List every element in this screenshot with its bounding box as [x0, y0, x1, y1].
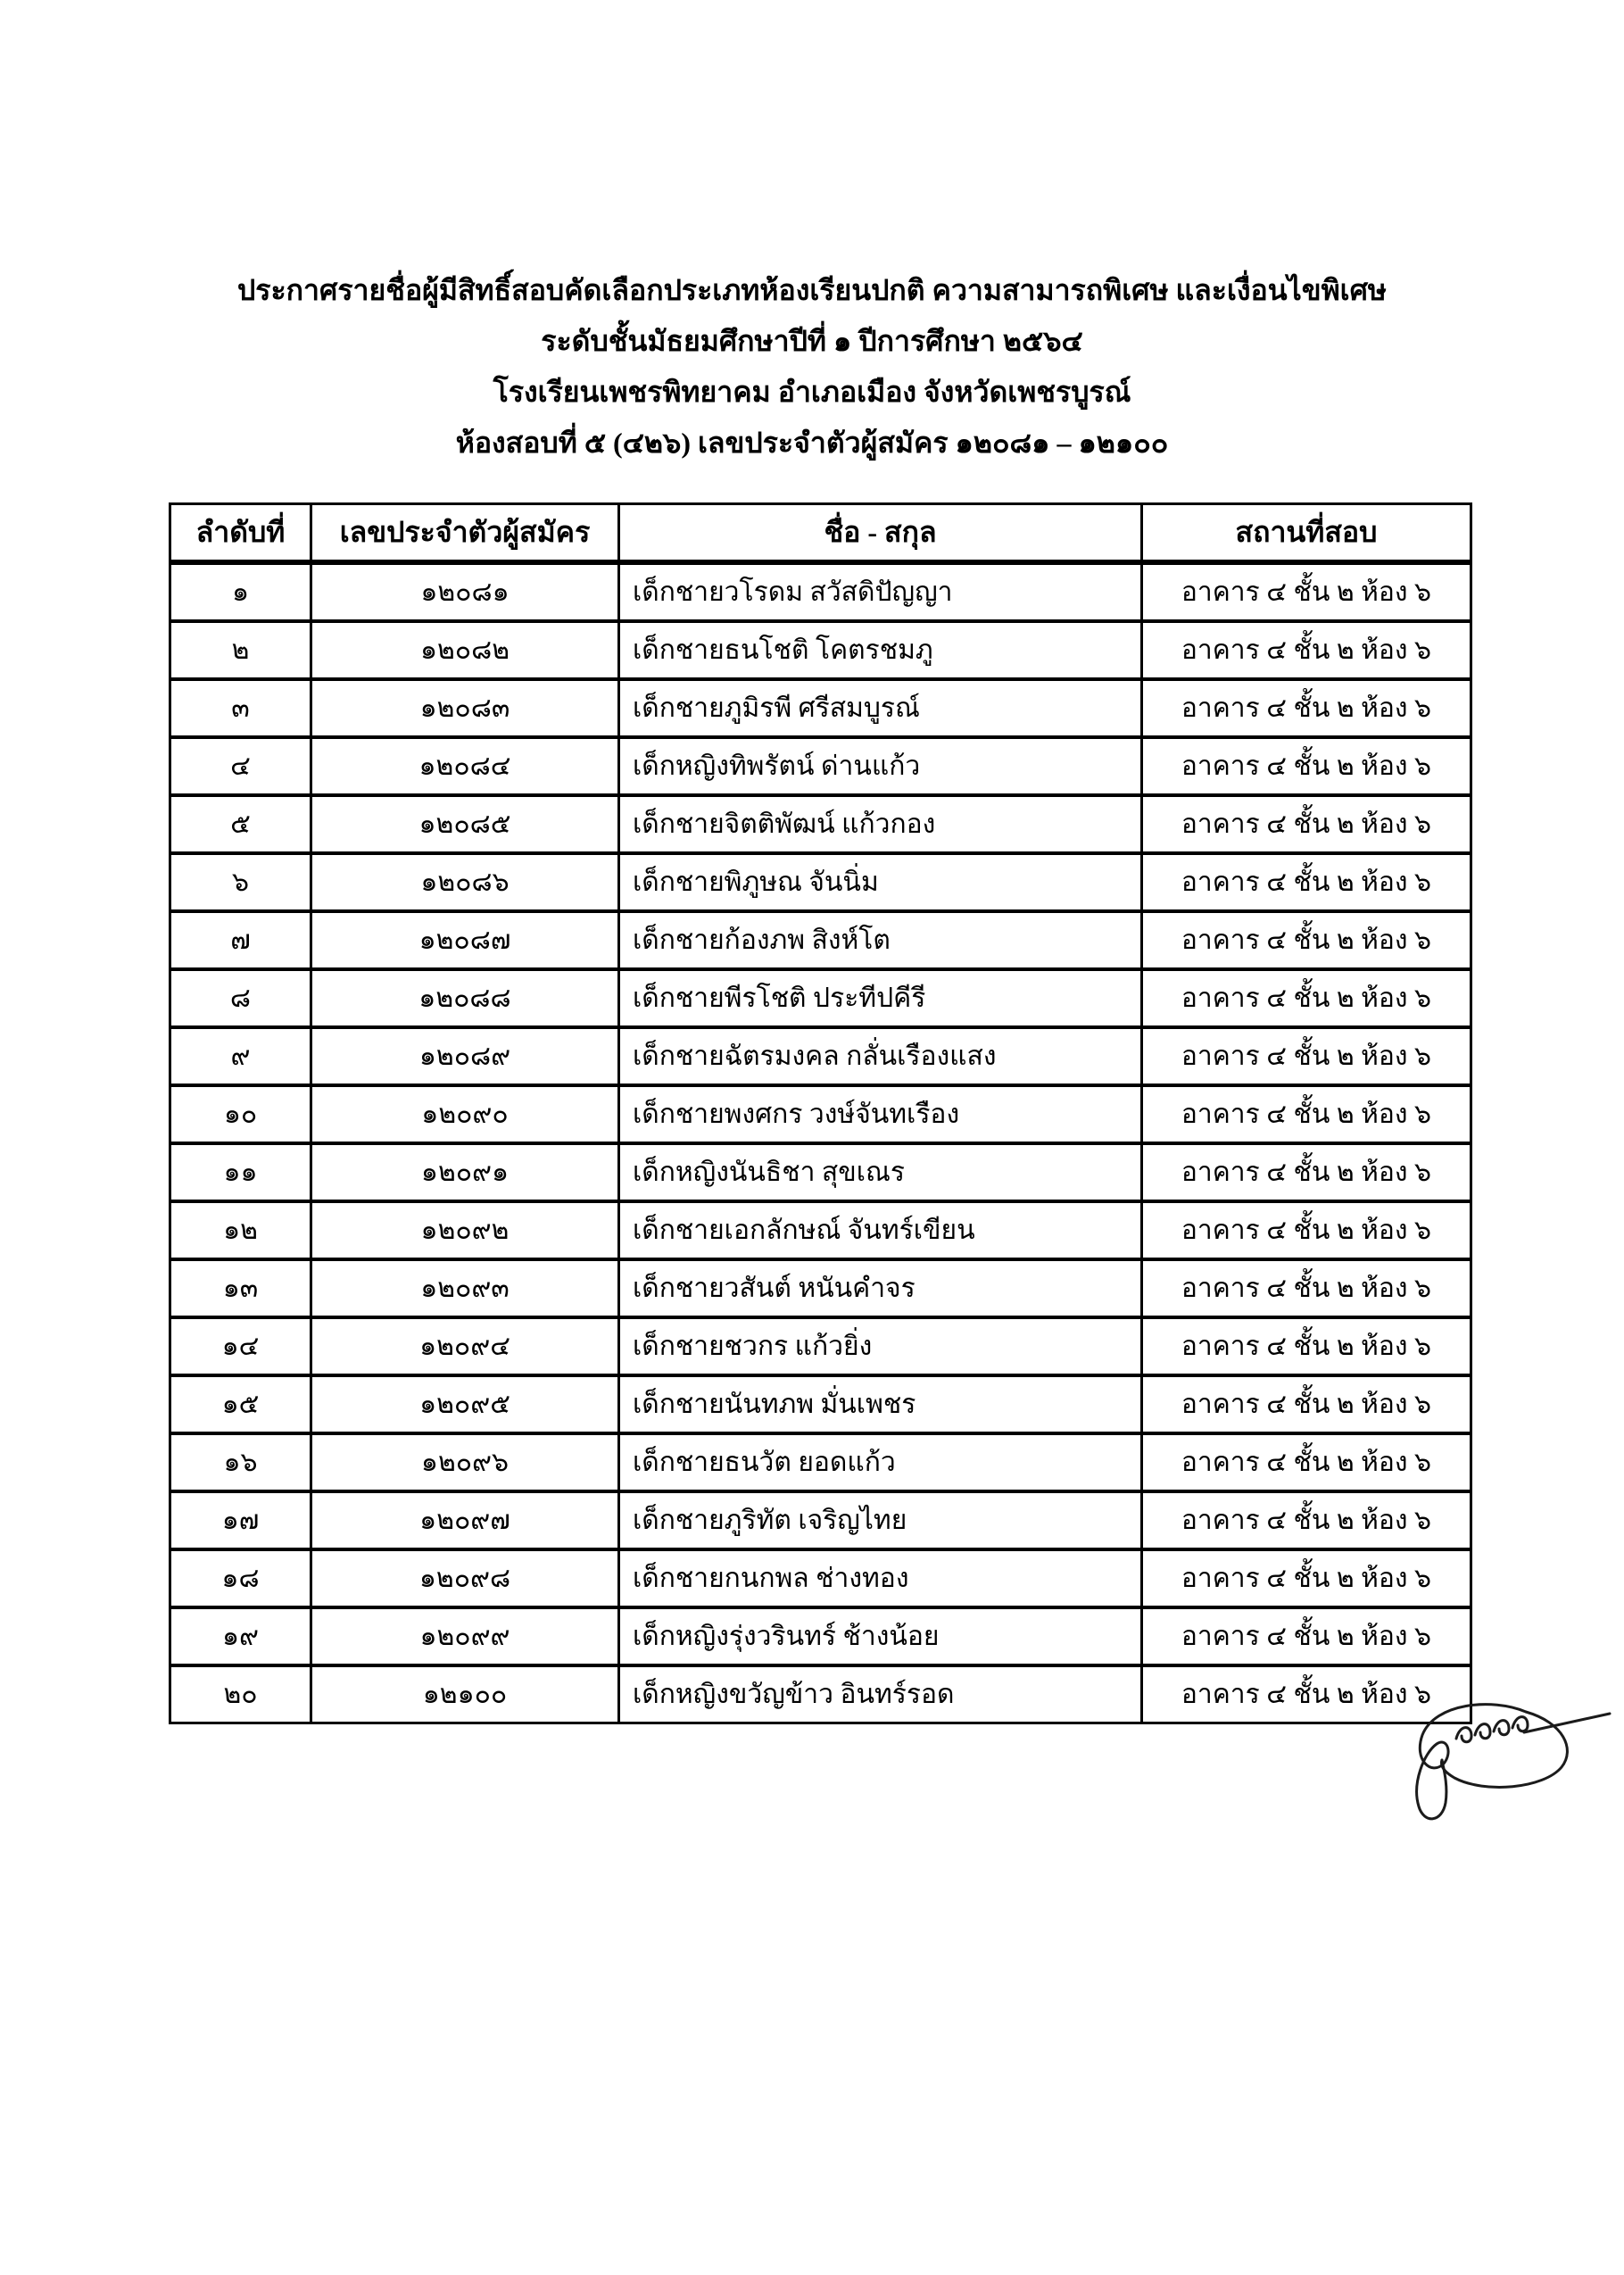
row-exam-location: อาคาร ๔ ชั้น ๒ ห้อง ๖ — [1142, 1375, 1471, 1433]
table-row — [170, 1433, 1471, 1491]
header-applicant-id: เลขประจำตัวผู้สมัคร — [311, 504, 619, 563]
table-row — [170, 1085, 1471, 1143]
table-row — [170, 911, 1471, 969]
row-exam-location: อาคาร ๔ ชั้น ๒ ห้อง ๖ — [1142, 969, 1471, 1027]
row-applicant-id: ๑๒๐๘๙ — [311, 1027, 619, 1085]
row-exam-location: อาคาร ๔ ชั้น ๒ ห้อง ๖ — [1142, 1143, 1471, 1201]
table-row — [170, 679, 1471, 737]
row-exam-location: อาคาร ๔ ชั้น ๒ ห้อง ๖ — [1142, 1317, 1471, 1375]
header-name-surname: ชื่อ - สกุล — [619, 504, 1142, 563]
table-row — [170, 1259, 1471, 1317]
row-student-name: เด็กชายจิตติพัฒน์ แก้วกอง — [619, 795, 1142, 853]
table-row — [170, 1143, 1471, 1201]
row-order-number: ๑๓ — [170, 1259, 311, 1317]
row-student-name: เด็กชายฉัตรมงคล กลั่นเรืองแสง — [619, 1027, 1142, 1085]
row-exam-location: อาคาร ๔ ชั้น ๒ ห้อง ๖ — [1142, 737, 1471, 795]
row-order-number: ๖ — [170, 853, 311, 911]
row-order-number: ๑๘ — [170, 1549, 311, 1607]
row-order-number: ๗ — [170, 911, 311, 969]
row-order-number: ๒๐ — [170, 1665, 311, 1723]
row-applicant-id: ๑๒๐๘๖ — [311, 853, 619, 911]
row-student-name: เด็กชายธนวัต ยอดแก้ว — [619, 1433, 1142, 1491]
row-exam-location: อาคาร ๔ ชั้น ๒ ห้อง ๖ — [1142, 853, 1471, 911]
row-applicant-id: ๑๒๐๙๒ — [311, 1201, 619, 1259]
row-student-name: เด็กชายภูมิรพี ศรีสมบูรณ์ — [619, 679, 1142, 737]
row-exam-location: อาคาร ๔ ชั้น ๒ ห้อง ๖ — [1142, 911, 1471, 969]
table-row — [170, 1375, 1471, 1433]
row-student-name: เด็กชายธนโชติ โคตรชมภู — [619, 621, 1142, 679]
row-order-number: ๕ — [170, 795, 311, 853]
row-order-number: ๓ — [170, 679, 311, 737]
row-applicant-id: ๑๒๐๙๘ — [311, 1549, 619, 1607]
row-applicant-id: ๑๒๐๘๒ — [311, 621, 619, 679]
row-applicant-id: ๑๒๐๙๖ — [311, 1433, 619, 1491]
header-order-number: ลำดับที่ — [170, 504, 311, 563]
table-row — [170, 853, 1471, 911]
row-exam-location: อาคาร ๔ ชั้น ๒ ห้อง ๖ — [1142, 795, 1471, 853]
row-order-number: ๒ — [170, 621, 311, 679]
row-exam-location: อาคาร ๔ ชั้น ๒ ห้อง ๖ — [1142, 621, 1471, 679]
row-exam-location: อาคาร ๔ ชั้น ๒ ห้อง ๖ — [1142, 1259, 1471, 1317]
row-order-number: ๑๑ — [170, 1143, 311, 1201]
row-exam-location: อาคาร ๔ ชั้น ๒ ห้อง ๖ — [1142, 562, 1471, 621]
row-order-number: ๘ — [170, 969, 311, 1027]
table-row — [170, 562, 1471, 621]
row-applicant-id: ๑๒๐๙๙ — [311, 1607, 619, 1665]
row-exam-location: อาคาร ๔ ชั้น ๒ ห้อง ๖ — [1142, 1027, 1471, 1085]
table-body — [170, 562, 1471, 1723]
row-exam-location: อาคาร ๔ ชั้น ๒ ห้อง ๖ — [1142, 1549, 1471, 1607]
title-line-grade-year: ระดับชั้นมัธยมศึกษาปีที่ ๑ ปีการศึกษา ๒๕๖๔ — [541, 325, 1083, 357]
row-applicant-id: ๑๒๐๘๘ — [311, 969, 619, 1027]
row-applicant-id: ๑๒๐๙๓ — [311, 1259, 619, 1317]
table-row — [170, 795, 1471, 853]
row-order-number: ๑๔ — [170, 1317, 311, 1375]
row-exam-location: อาคาร ๔ ชั้น ๒ ห้อง ๖ — [1142, 679, 1471, 737]
row-student-name: เด็กชายวโรดม สวัสดิปัญญา — [619, 562, 1142, 621]
row-order-number: ๑๒ — [170, 1201, 311, 1259]
row-order-number: ๔ — [170, 737, 311, 795]
row-student-name: เด็กชายก้องภพ สิงห์โต — [619, 911, 1142, 969]
row-applicant-id: ๑๒๐๙๕ — [311, 1375, 619, 1433]
row-applicant-id: ๑๒๐๘๓ — [311, 679, 619, 737]
row-student-name: เด็กชายวสันต์ หนันคำจร — [619, 1259, 1142, 1317]
row-order-number: ๑๙ — [170, 1607, 311, 1665]
row-applicant-id: ๑๒๐๘๕ — [311, 795, 619, 853]
row-applicant-id: ๑๒๐๙๐ — [311, 1085, 619, 1143]
row-exam-location: อาคาร ๔ ชั้น ๒ ห้อง ๖ — [1142, 1491, 1471, 1549]
table-row — [170, 1665, 1471, 1723]
table-header-row — [170, 504, 1471, 563]
header-exam-location: สถานที่สอบ — [1142, 504, 1471, 563]
row-order-number: ๑ — [170, 562, 311, 621]
row-exam-location: อาคาร ๔ ชั้น ๒ ห้อง ๖ — [1142, 1085, 1471, 1143]
row-exam-location: อาคาร ๔ ชั้น ๒ ห้อง ๖ — [1142, 1433, 1471, 1491]
row-applicant-id: ๑๒๐๘๗ — [311, 911, 619, 969]
row-exam-location: อาคาร ๔ ชั้น ๒ ห้อง ๖ — [1142, 1607, 1471, 1665]
table-row — [170, 1317, 1471, 1375]
row-student-name: เด็กชายพงศกร วงษ์จันทเรือง — [619, 1085, 1142, 1143]
row-student-name: เด็กชายชวกร แก้วยิ่ง — [619, 1317, 1142, 1375]
row-order-number: ๑๐ — [170, 1085, 311, 1143]
row-order-number: ๑๗ — [170, 1491, 311, 1549]
row-student-name: เด็กชายภูริทัต เจริญไทย — [619, 1491, 1142, 1549]
row-applicant-id: ๑๒๐๘๔ — [311, 737, 619, 795]
row-applicant-id: ๑๒๐๙๔ — [311, 1317, 619, 1375]
row-applicant-id: ๑๒๐๙๗ — [311, 1491, 619, 1549]
table-row — [170, 1549, 1471, 1607]
title-line-school: โรงเรียนเพชรพิทยาคม อำเภอเมือง จังหวัดเพชรบูรณ์ — [493, 376, 1131, 408]
row-exam-location: อาคาร ๔ ชั้น ๒ ห้อง ๖ — [1142, 1665, 1471, 1723]
row-order-number: ๙ — [170, 1027, 311, 1085]
table-row — [170, 1201, 1471, 1259]
table-row — [170, 737, 1471, 795]
row-applicant-id: ๑๒๐๘๑ — [311, 562, 619, 621]
row-student-name: เด็กหญิงทิพรัตน์ ด่านแก้ว — [619, 737, 1142, 795]
row-student-name: เด็กชายพิภูษณ จันนิ่ม — [619, 853, 1142, 911]
title-line-exam-room: ห้องสอบที่ ๕ (๔๒๖) เลขประจำตัวผู้สมัคร ๑๒๐๘๑ – ๑๒๑๐๐ — [455, 427, 1169, 459]
table-row — [170, 1027, 1471, 1085]
row-student-name: เด็กหญิงขวัญข้าว อินทร์รอด — [619, 1665, 1142, 1723]
document-title-block — [0, 265, 1624, 469]
title-line-announcement: ประกาศรายชื่อผู้มีสิทธิ์สอบคัดเลือกประเภทห้องเรียนปกติ ความสามารถพิเศษ และเงื่อนไขพิเศษ — [236, 274, 1388, 306]
row-student-name: เด็กหญิงรุ่งวรินทร์ ช้างน้อย — [619, 1607, 1142, 1665]
row-student-name: เด็กชายกนกพล ช่างทอง — [619, 1549, 1142, 1607]
table-row — [170, 621, 1471, 679]
row-exam-location: อาคาร ๔ ชั้น ๒ ห้อง ๖ — [1142, 1201, 1471, 1259]
row-order-number: ๑๖ — [170, 1433, 311, 1491]
row-student-name: เด็กชายพีรโชติ ประทีปคีรี — [619, 969, 1142, 1027]
row-applicant-id: ๑๒๑๐๐ — [311, 1665, 619, 1723]
row-student-name: เด็กชายเอกลักษณ์ จันทร์เขียน — [619, 1201, 1142, 1259]
table-row — [170, 1607, 1471, 1665]
row-applicant-id: ๑๒๐๙๑ — [311, 1143, 619, 1201]
table-row — [170, 1491, 1471, 1549]
row-student-name: เด็กหญิงนันธิชา สุขเณร — [619, 1143, 1142, 1201]
table-row — [170, 969, 1471, 1027]
row-student-name: เด็กชายนันทภพ มั่นเพชร — [619, 1375, 1142, 1433]
row-order-number: ๑๕ — [170, 1375, 311, 1433]
exam-roster-table — [169, 502, 1472, 1724]
